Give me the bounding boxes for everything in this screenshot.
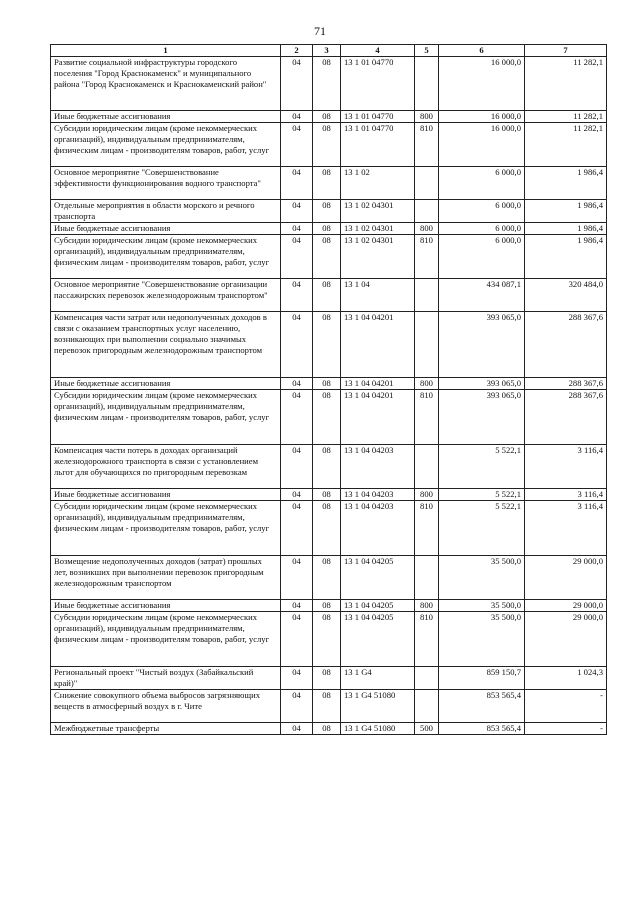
table-row — [51, 501, 607, 556]
subsection-cell: 08 — [313, 600, 341, 612]
planned-amount-cell: 35 500,0 — [439, 612, 525, 667]
section-cell: 04 — [281, 378, 313, 390]
executed-amount-cell: 288 367,6 — [525, 378, 607, 390]
target-code-cell: 13 1 04 04205 — [341, 612, 415, 667]
expense-type-cell: 800 — [415, 600, 439, 612]
executed-amount-cell: 11 282,1 — [525, 57, 607, 111]
target-code-cell: 13 1 G4 — [341, 667, 415, 690]
executed-amount-cell: 3 116,4 — [525, 489, 607, 501]
row-name-cell: Субсидии юридическим лицам (кроме некоммерческих организаций), индивидуальным предпринимателям, физическим лицам - производителям товаров, работ, услуг — [51, 612, 281, 667]
target-code-cell: 13 1 04 — [341, 279, 415, 312]
section-cell: 04 — [281, 200, 313, 223]
planned-amount-cell: 6 000,0 — [439, 200, 525, 223]
planned-amount-cell: 35 500,0 — [439, 556, 525, 600]
table-row — [51, 235, 607, 279]
expense-type-cell: 810 — [415, 390, 439, 445]
subsection-cell: 08 — [313, 167, 341, 200]
column-header-6: 6 — [439, 45, 525, 57]
expense-type-cell: 810 — [415, 612, 439, 667]
column-header-3: 3 — [313, 45, 341, 57]
target-code-cell: 13 1 01 04770 — [341, 123, 415, 167]
table-row — [51, 612, 607, 667]
planned-amount-cell: 16 000,0 — [439, 57, 525, 111]
table-row — [51, 390, 607, 445]
row-name-cell: Иные бюджетные ассигнования — [51, 223, 281, 235]
expense-type-cell: 800 — [415, 223, 439, 235]
table-row — [51, 690, 607, 723]
planned-amount-cell: 6 000,0 — [439, 167, 525, 200]
section-cell: 04 — [281, 501, 313, 556]
planned-amount-cell: 35 500,0 — [439, 600, 525, 612]
executed-amount-cell: - — [525, 723, 607, 735]
planned-amount-cell: 853 565,4 — [439, 690, 525, 723]
executed-amount-cell: 29 000,0 — [525, 556, 607, 600]
expense-type-cell — [415, 200, 439, 223]
row-name-cell: Возмещение недополученных доходов (затрат) прошлых лет, возникших при выполнении перевозок пригородным железнодорожным транспортом — [51, 556, 281, 600]
row-name-cell: Субсидии юридическим лицам (кроме некоммерческих организаций), индивидуальным предпринимателям, физическим лицам - производителям товаров, работ, услуг — [51, 235, 281, 279]
row-name-cell: Компенсация части потерь в доходах организаций железнодорожного транспорта в связи с установлением льгот для обучающихся по пригородным перевозкам — [51, 445, 281, 489]
executed-amount-cell: 288 367,6 — [525, 390, 607, 445]
section-cell: 04 — [281, 667, 313, 690]
planned-amount-cell: 859 150,7 — [439, 667, 525, 690]
row-name-cell: Иные бюджетные ассигнования — [51, 111, 281, 123]
planned-amount-cell: 5 522,1 — [439, 489, 525, 501]
section-cell: 04 — [281, 390, 313, 445]
table-row — [51, 667, 607, 690]
planned-amount-cell: 853 565,4 — [439, 723, 525, 735]
executed-amount-cell: 3 116,4 — [525, 501, 607, 556]
target-code-cell: 13 1 G4 51080 — [341, 690, 415, 723]
subsection-cell: 08 — [313, 667, 341, 690]
expense-type-cell — [415, 57, 439, 111]
subsection-cell: 08 — [313, 111, 341, 123]
row-name-cell: Снижение совокупного объема выбросов загрязняющих веществ в атмосферный воздух в г. Чите — [51, 690, 281, 723]
subsection-cell: 08 — [313, 312, 341, 378]
expense-type-cell — [415, 312, 439, 378]
expense-type-cell — [415, 667, 439, 690]
expense-type-cell: 800 — [415, 489, 439, 501]
column-header-1: 1 — [51, 45, 281, 57]
row-name-cell: Межбюджетные трансферты — [51, 723, 281, 735]
target-code-cell: 13 1 04 04201 — [341, 390, 415, 445]
target-code-cell: 13 1 04 04201 — [341, 378, 415, 390]
table-row — [51, 57, 607, 111]
executed-amount-cell: 1 986,4 — [525, 167, 607, 200]
section-cell: 04 — [281, 723, 313, 735]
column-header-2: 2 — [281, 45, 313, 57]
section-cell: 04 — [281, 312, 313, 378]
row-name-cell: Субсидии юридическим лицам (кроме некоммерческих организаций), индивидуальным предпринимателям, физическим лицам - производителям товаров, работ, услуг — [51, 390, 281, 445]
planned-amount-cell: 6 000,0 — [439, 223, 525, 235]
target-code-cell: 13 1 01 04770 — [341, 111, 415, 123]
subsection-cell: 08 — [313, 556, 341, 600]
executed-amount-cell: 11 282,1 — [525, 123, 607, 167]
table-row — [51, 312, 607, 378]
expense-type-cell: 810 — [415, 235, 439, 279]
table-row — [51, 378, 607, 390]
section-cell: 04 — [281, 223, 313, 235]
planned-amount-cell: 6 000,0 — [439, 235, 525, 279]
section-cell: 04 — [281, 279, 313, 312]
row-name-cell: Иные бюджетные ассигнования — [51, 378, 281, 390]
row-name-cell: Основное мероприятие "Совершенствование организации пассажирских перевозок железнодорожным транспортом" — [51, 279, 281, 312]
table-row — [51, 167, 607, 200]
expense-type-cell: 800 — [415, 111, 439, 123]
table-row — [51, 600, 607, 612]
expense-type-cell — [415, 556, 439, 600]
table-body — [51, 57, 607, 735]
planned-amount-cell: 393 065,0 — [439, 378, 525, 390]
planned-amount-cell: 393 065,0 — [439, 390, 525, 445]
executed-amount-cell: 288 367,6 — [525, 312, 607, 378]
section-cell: 04 — [281, 235, 313, 279]
subsection-cell: 08 — [313, 279, 341, 312]
subsection-cell: 08 — [313, 489, 341, 501]
section-cell: 04 — [281, 123, 313, 167]
subsection-cell: 08 — [313, 200, 341, 223]
subsection-cell: 08 — [313, 723, 341, 735]
section-cell: 04 — [281, 612, 313, 667]
table-row — [51, 123, 607, 167]
column-header-7: 7 — [525, 45, 607, 57]
executed-amount-cell: 1 986,4 — [525, 223, 607, 235]
target-code-cell: 13 1 04 04201 — [341, 312, 415, 378]
section-cell: 04 — [281, 445, 313, 489]
row-name-cell: Субсидии юридическим лицам (кроме некоммерческих организаций), индивидуальным предпринимателям, физическим лицам - производителям товаров, работ, услуг — [51, 123, 281, 167]
expense-type-cell — [415, 690, 439, 723]
planned-amount-cell: 393 065,0 — [439, 312, 525, 378]
executed-amount-cell: 29 000,0 — [525, 612, 607, 667]
section-cell: 04 — [281, 690, 313, 723]
subsection-cell: 08 — [313, 501, 341, 556]
target-code-cell: 13 1 02 04301 — [341, 200, 415, 223]
subsection-cell: 08 — [313, 57, 341, 111]
expense-type-cell: 810 — [415, 123, 439, 167]
executed-amount-cell: 29 000,0 — [525, 600, 607, 612]
target-code-cell: 13 1 01 04770 — [341, 57, 415, 111]
executed-amount-cell: 1 986,4 — [525, 235, 607, 279]
table-row — [51, 489, 607, 501]
table-row — [51, 445, 607, 489]
expense-type-cell: 810 — [415, 501, 439, 556]
executed-amount-cell: 1 986,4 — [525, 200, 607, 223]
section-cell: 04 — [281, 489, 313, 501]
planned-amount-cell: 16 000,0 — [439, 111, 525, 123]
row-name-cell: Развитие социальной инфраструктуры городского поселения "Город Краснокаменск" и муниципального района "Город Краснокаменск и Краснокаменский район" — [51, 57, 281, 111]
subsection-cell: 08 — [313, 123, 341, 167]
table-row — [51, 279, 607, 312]
target-code-cell: 13 1 G4 51080 — [341, 723, 415, 735]
subsection-cell: 08 — [313, 445, 341, 489]
expense-type-cell: 500 — [415, 723, 439, 735]
subsection-cell: 08 — [313, 223, 341, 235]
table-row — [51, 200, 607, 223]
table-row — [51, 723, 607, 735]
expense-type-cell — [415, 279, 439, 312]
budget-table — [50, 44, 607, 735]
expense-type-cell — [415, 167, 439, 200]
section-cell: 04 — [281, 600, 313, 612]
row-name-cell: Региональный проект "Чистый воздух (Забайкальский край)" — [51, 667, 281, 690]
row-name-cell: Отдельные мероприятия в области морского и речного транспорта — [51, 200, 281, 223]
column-header-4: 4 — [341, 45, 415, 57]
planned-amount-cell: 16 000,0 — [439, 123, 525, 167]
planned-amount-cell: 5 522,1 — [439, 501, 525, 556]
expense-type-cell — [415, 445, 439, 489]
executed-amount-cell: - — [525, 690, 607, 723]
section-cell: 04 — [281, 556, 313, 600]
table-header-row — [51, 45, 607, 57]
executed-amount-cell: 3 116,4 — [525, 445, 607, 489]
planned-amount-cell: 5 522,1 — [439, 445, 525, 489]
target-code-cell: 13 1 02 — [341, 167, 415, 200]
row-name-cell: Иные бюджетные ассигнования — [51, 489, 281, 501]
row-name-cell: Компенсация части затрат или недополученных доходов в связи с оказанием транспортных услуг населению, возникающих при выполнении социально значимых перевозок пригородным железнодорожным транспортом — [51, 312, 281, 378]
section-cell: 04 — [281, 57, 313, 111]
table-row — [51, 556, 607, 600]
expense-type-cell: 800 — [415, 378, 439, 390]
subsection-cell: 08 — [313, 390, 341, 445]
target-code-cell: 13 1 04 04203 — [341, 489, 415, 501]
target-code-cell: 13 1 04 04203 — [341, 445, 415, 489]
executed-amount-cell: 320 484,0 — [525, 279, 607, 312]
executed-amount-cell: 11 282,1 — [525, 111, 607, 123]
target-code-cell: 13 1 02 04301 — [341, 235, 415, 279]
target-code-cell: 13 1 04 04203 — [341, 501, 415, 556]
target-code-cell: 13 1 02 04301 — [341, 223, 415, 235]
planned-amount-cell: 434 087,1 — [439, 279, 525, 312]
section-cell: 04 — [281, 167, 313, 200]
subsection-cell: 08 — [313, 690, 341, 723]
section-cell: 04 — [281, 111, 313, 123]
subsection-cell: 08 — [313, 378, 341, 390]
column-header-5: 5 — [415, 45, 439, 57]
table-row — [51, 223, 607, 235]
row-name-cell: Субсидии юридическим лицам (кроме некоммерческих организаций), индивидуальным предпринимателям, физическим лицам - производителям товаров, работ, услуг — [51, 501, 281, 556]
subsection-cell: 08 — [313, 235, 341, 279]
executed-amount-cell: 1 024,3 — [525, 667, 607, 690]
page-number: 71 — [314, 24, 326, 38]
target-code-cell: 13 1 04 04205 — [341, 600, 415, 612]
target-code-cell: 13 1 04 04205 — [341, 556, 415, 600]
row-name-cell: Основное мероприятие "Совершенствование эффективности функционирования водного транспорта" — [51, 167, 281, 200]
table-row — [51, 111, 607, 123]
subsection-cell: 08 — [313, 612, 341, 667]
row-name-cell: Иные бюджетные ассигнования — [51, 600, 281, 612]
